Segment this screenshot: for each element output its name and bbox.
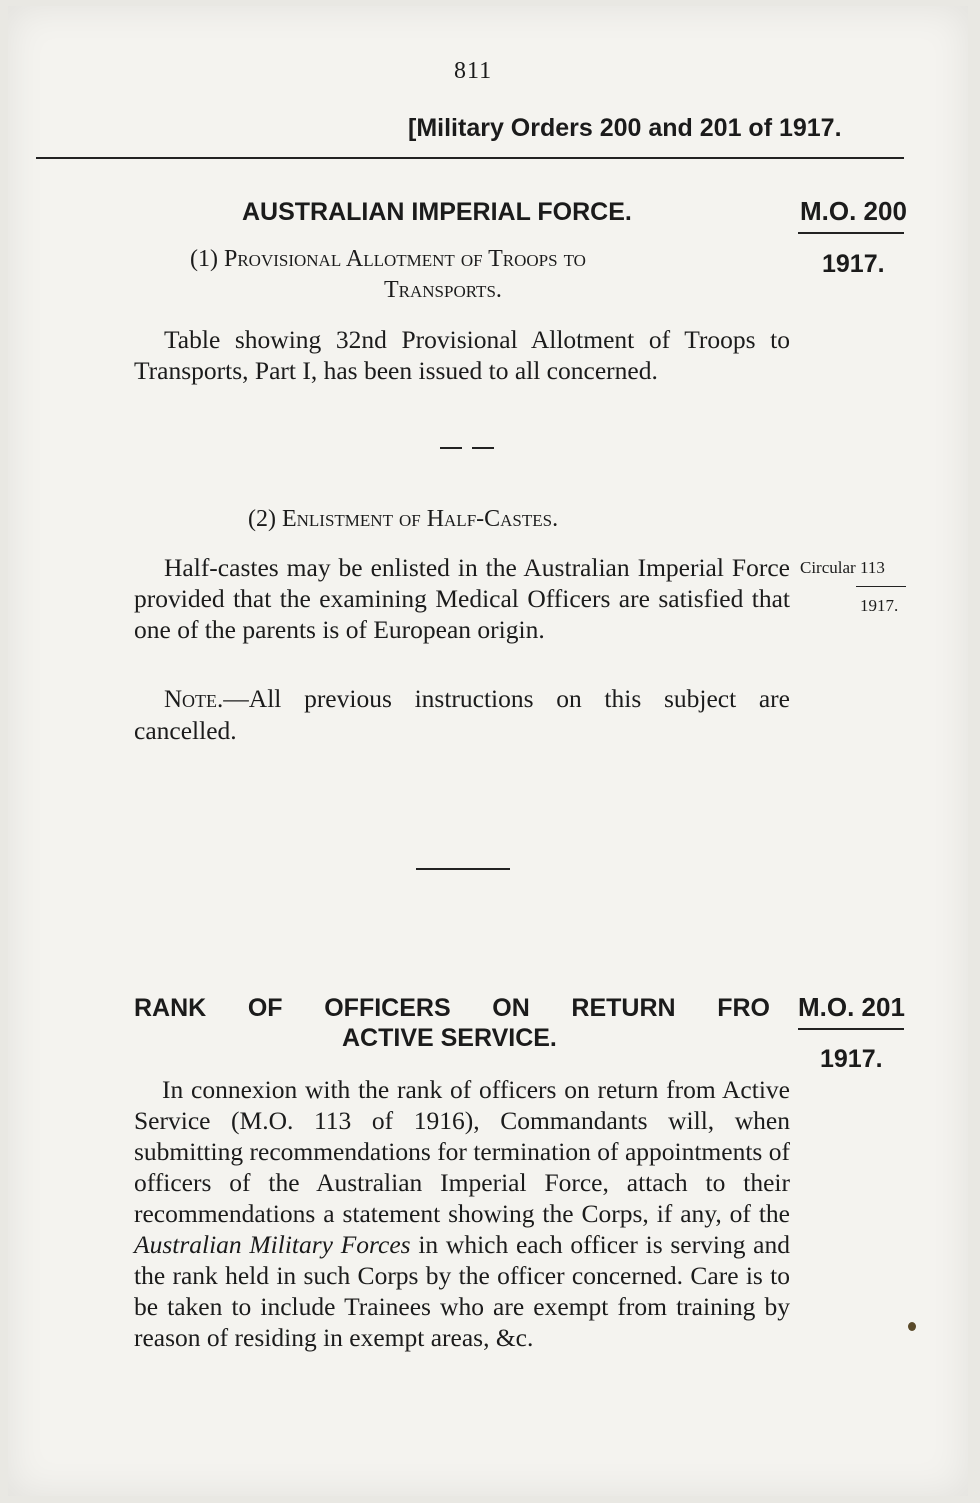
section-heading-aif: AUSTRALIAN IMPERIAL FORCE.	[242, 198, 632, 226]
subsection-title-line2: Transports.	[384, 277, 502, 303]
paragraph-italic-forces: Australian Military Forces	[134, 1230, 411, 1259]
provisional-allotment-paragraph	[134, 324, 790, 386]
paragraph-text-part1: In connexion with the rank of officers on return from Active Service (M.O. 113 of 1916), Commandants will, when submitting recommendations for termination of appointments of officers of the Australian Imperial Force, attach to their recommendations a statement showing the Corps, if any, of the	[134, 1075, 790, 1228]
paragraph-text: Table showing 32nd Provisional Allotment of Troops to Transports, Part I, has been issued to all concerned.	[134, 325, 790, 385]
side-ref-year: 1917.	[860, 596, 899, 615]
running-head: [Military Orders 200 and 201 of 1917.	[408, 114, 842, 142]
document-page	[8, 6, 968, 1496]
paragraph-text: Half-castes may be enlisted in the Australian Imperial Force provided that the examining Medical Officers are satisfied that one of the parents is of European origin.	[134, 553, 790, 644]
paper-speck	[908, 1322, 916, 1331]
section-heading-rank-line2: ACTIVE SERVICE.	[342, 1024, 557, 1052]
half-castes-paragraph	[134, 552, 790, 645]
note-text: —All previous instructions on this subject are cancelled.	[134, 684, 790, 745]
page-number: 811	[454, 58, 493, 84]
side-ref-rule	[856, 586, 906, 587]
header-rule	[36, 157, 904, 159]
side-order-mo201: M.O. 201	[798, 992, 905, 1022]
subsection-title-half-castes: (2) Enlistment of Half-Castes.	[248, 506, 559, 532]
side-year-mo201: 1917.	[820, 1045, 883, 1073]
rank-of-officers-paragraph	[134, 1074, 790, 1353]
side-order-rule	[798, 232, 904, 234]
subsection-title-line1: (1) Provisional Allotment of Troops to	[190, 246, 586, 272]
section-heading-rank-line1: RANK OF OFFICERS ON RETURN FRO	[134, 994, 770, 1022]
side-order-mo200: M.O. 200	[800, 196, 907, 226]
separator-dash	[440, 447, 462, 449]
paragraph-text-part2: in which each officer is serving and the rank held in such Corps by the officer concerned. Care is to be taken to include Trainees who are exempt from training by reason of residing in exempt areas, &c.	[134, 1230, 790, 1352]
side-order-rule	[798, 1028, 904, 1030]
section-separator-rule	[416, 868, 510, 870]
side-ref-circular: Circular 113	[800, 558, 885, 577]
note-label: Note.	[164, 686, 224, 713]
separator-dash	[472, 447, 494, 449]
side-year-mo200: 1917.	[822, 250, 885, 278]
note-paragraph	[134, 683, 790, 746]
